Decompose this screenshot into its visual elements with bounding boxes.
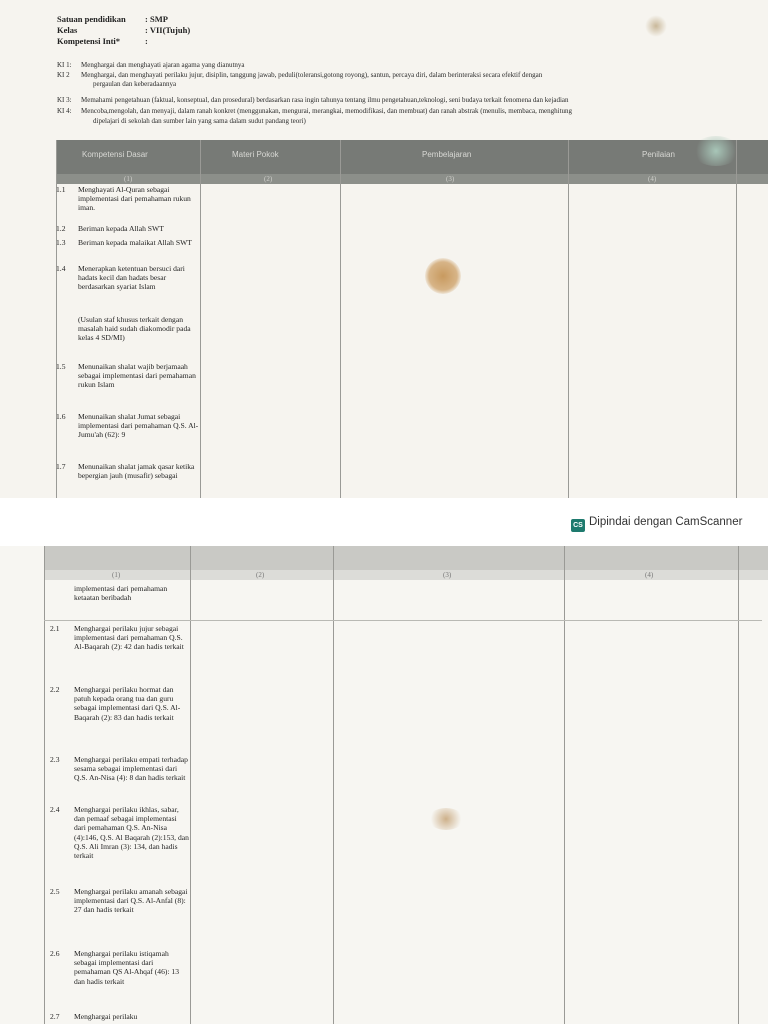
- col-divider: [564, 546, 565, 1024]
- col-number-2: (2): [264, 175, 273, 183]
- camscanner-logo-icon: CS: [571, 519, 585, 532]
- col-divider: [738, 546, 739, 1024]
- competency-table-page-1: Kompetensi Dasar Materi Pokok Pembelajaran Penilaian (1) (2) (3) (4) 1.1 Menghayati Al-Quran sebagai implementasi dari pemahaman rukun iman. 1.2 Beriman kepada Allah SWT 1.3 Beriman kepada malaikat Allah SWT 1.4 Menerapkan ketentuan bersuci dari hadats kecil dan hadats besar berdasarkan syariat Islam (Usulan staf khusus terkait dengan masalah haid sudah diakomodir pada kelas 4 SD/MI) 1.5 Menunaikan shalat wajib berjamaah sebagai implementasi dari pemahaman rukun Islam 1.6 Menunaikan shalat Jumat sebagai implementasi dari pemahaman Q.S. Al-Jumu'ah (62): 9 1.7 Menunaikan shalat jamak qasar ketika bepergian jauh (musafir) sebagai: [56, 140, 768, 498]
- table-header-numbers: [56, 174, 768, 184]
- col-divider: [736, 140, 737, 498]
- col-number-1: (1): [124, 175, 133, 183]
- paper-stain: [425, 258, 461, 294]
- table-header-numbers: [44, 570, 768, 580]
- paper-stain: [428, 808, 464, 830]
- col-number-4: (4): [645, 571, 654, 579]
- paper-stain: [645, 15, 667, 37]
- col-header-materi-pokok: Materi Pokok: [232, 150, 279, 159]
- col-number-1: (1): [112, 571, 121, 579]
- col-number-2: (2): [256, 571, 265, 579]
- row-divider: [44, 620, 762, 621]
- ki-4-continued: dipelajari di sekolah dan sumber lain yang sama dalam sudut pandang teori): [93, 117, 306, 125]
- ki-3: KI 3: Memahami pengetahuan (faktual, konseptual, dan prosedural) berdasarkan rasa ingin tahunya tentang ilmu pengetahuan,teknologi, seni budaya terkait fenomena dan kejadian: [57, 96, 569, 104]
- col-divider: [44, 546, 45, 1024]
- table-header: [44, 546, 768, 570]
- col-number-3: (3): [446, 175, 455, 183]
- col-number-3: (3): [443, 571, 452, 579]
- ki-4: KI 4: Mencoba,mengolah, dan menyaji, dalam ranah konkret (menggunakan, mengurai, merangkai, memodifikasi, dan membuat) dan ranah abstrak (menulis, membaca, menghitung: [57, 107, 573, 115]
- col-divider: [568, 140, 569, 498]
- ki-2-continued: pergaulan dan keberadaannya: [93, 80, 177, 88]
- col-divider: [333, 546, 334, 1024]
- scanned-page-1: Satuan pendidikan : SMP Kelas : VII(Tujuh) Kompetensi Inti* : KI 1: Menghargai dan menghayati ajaran agama yang dianutnya KI 2 Menghargai, dan menghayati perilaku jujur, disiplin, tanggung jawab, peduli(toleransi,gotong royong), santun, percaya diri, dalam berinteraksi secara efektif dengan pergaulan dan keberadaannya KI 3: Memahami pengetahuan (faktual, konseptual, dan prosedural) berdasarkan rasa ingin tahunya tentang ilmu pengetahuan,teknologi, seni budaya terkait fenomena dan kejadian KI 4: Mencoba,mengolah, dan menyaji, dalam ranah konkret (menggunakan, mengurai, merangkai, memodifikasi, dan membuat) dan ranah abstrak (menulis, membaca, menghitung dipelajari di sekolah dan sumber lain yang sama dalam sudut pandang teori) Kompetensi Dasar Materi Pokok Pembelajaran Penilaian (1) (2) (3) (4) 1.1 Menghayati Al-Quran sebagai implementasi dari pemahaman rukun iman. 1.2 Beriman kepada Allah SWT 1.3 Beriman kepada malaikat Allah SWT 1.4 Menerapkan ketentuan bersuci dari hadats kecil dan hadats besar berdasarkan syariat Islam (Usulan staf khusus terkait dengan masalah haid sudah diakomodir pada kelas 4 SD/MI) 1.5 Menunaikan shalat wajib berjamaah sebagai implementasi dari pemahaman rukun Islam 1.6 Menunaikan shalat Jumat sebagai implementasi dari pemahaman Q.S. Al-Jumu'ah (62): 9 1.7 Menunaikan shalat jamak qasar ketika bepergian jauh (musafir) sebagai: [0, 0, 768, 498]
- paper-stain: [692, 136, 740, 166]
- col-divider: [340, 140, 341, 498]
- camscanner-watermark: CS Dipindai dengan CamScanner: [571, 516, 742, 532]
- ki-2: KI 2 Menghargai, dan menghayati perilaku jujur, disiplin, tanggung jawab, peduli(toleransi,gotong royong), santun, percaya diri, dalam berinteraksi secara efektif dengan: [57, 71, 543, 79]
- col-header-penilaian: Penilaian: [642, 150, 675, 159]
- col-header-pembelajaran: Pembelajaran: [422, 150, 472, 159]
- col-number-4: (4): [648, 175, 657, 183]
- scanned-page-2: (1) (2) (3) (4) implementasi dari pemahaman ketaatan beribadah 2.1 Menghargai perilaku jujur sebagai implementasi dari pemahaman Q.S. Al-Baqarah (2): 42 dan hadis terkait 2.2 Menghargai perilaku hormat dan patuh kepada orang tua dan guru sebagai implementasi dari Q.S. Al-Baqarah (2): 83 dan hadis terkait 2.3 Menghargai perilaku empati terhadap sesama sebagai implementasi dari Q.S. An-Nisa (4): 8 dan hadis terkait 2.4 Menghargai perilaku ikhlas, sabar, dan pemaaf sebagai implementasi dari pemahaman Q.S. An-Nisa (4):146, Q.S. Al Baqarah (2):153, dan Q.S. Ali Imran (3): 134, dan hadis terkait 2.5 Menghargai perilaku amanah sebagai implementasi dari Q.S. Al-Anfal (8): 27 dan hadis terkait 2.6 Menghargai perilaku istiqamah sebagai implementasi dari pemahaman QS Al-Ahqaf (46): 13 dan hadis terkait 2.7 Menghargai perilaku: [0, 546, 768, 1024]
- ki-1: KI 1: Menghargai dan menghayati ajaran agama yang dianutnya: [57, 61, 245, 69]
- col-divider: [190, 546, 191, 1024]
- col-header-kompetensi-dasar: Kompetensi Dasar: [82, 150, 148, 159]
